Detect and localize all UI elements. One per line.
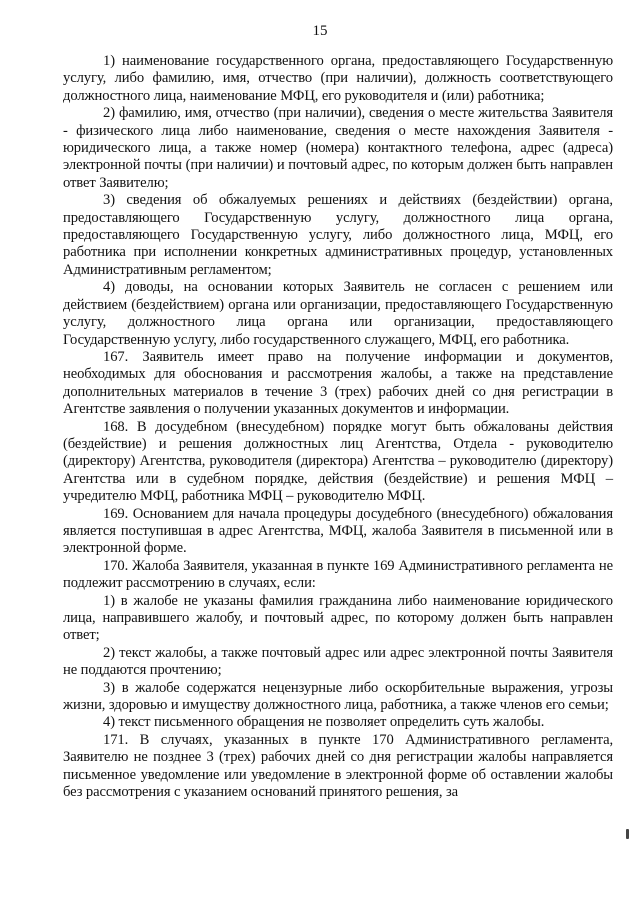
paragraph-170-item-2: 2) текст жалобы, а также почтовый адрес или адрес электронной почты Заявителя не поддаются прочтению; <box>63 644 613 679</box>
document-body <box>63 53 613 801</box>
paragraph-171: 171. В случаях, указанных в пункте 170 Административного регламента, Заявителю не позднее 3 (трех) рабочих дней со дня регистрации жалобы направляется письменное уведомление или уведомление в электронной форме об оставлении жалобы без рассмотрения с указанием оснований принятого решения, за <box>63 731 613 801</box>
paragraph-170-item-3: 3) в жалобе содержатся нецензурные либо оскорбительные выражения, угрозы жизни, здоровью и имуществу должностного лица, работника, а также членов его семьи; <box>63 679 613 714</box>
paragraph-item-4: 4) доводы, на основании которых Заявитель не согласен с решением или действием (бездействием) органа или организации, предоставляющего Государственную услугу, должностного лица органа или организации, предоставляющего Государственную услугу, либо государственного служащего, МФЦ, его работника. <box>63 279 613 348</box>
paragraph-170-item-4: 4) текст письменного обращения не позволяет определить суть жалобы. <box>103 714 545 731</box>
paragraph-item-2: 2) фамилию, имя, отчество (при наличии), сведения о месте жительства Заявителя - физического лица либо наименование, сведения о месте нахождения Заявителя - юридического лица, а также номер (номера) контактного телефона, адрес (адреса) электронной почты (при наличии) и почтовый адрес, по которым должен быть направлен ответ Заявителю; <box>63 105 613 191</box>
paragraph-167: 167. Заявитель имеет право на получение информации и документов, необходимых для обоснования и рассмотрения жалобы, а также на представление дополнительных материалов в течение 3 (трех) рабочих дней со дня регистрации в Агентстве заявления о получении указанных документов и информации. <box>63 348 613 418</box>
paragraph-170-item-1: 1) в жалобе не указаны фамилия гражданина либо наименование юридического лица, направившего жалобу, и почтовый адрес, по которому должен быть направлен ответ; <box>63 592 613 644</box>
paragraph-168: 168. В досудебном (внесудебном) порядке могут быть обжалованы действия (бездействие) и решения должностных лиц Агентства, Отдела - руководителю (директору) Агентства, руководителя (директора) Агентства – руководителю (директору) Агентства или в судебном порядке, действия (бездействие) и решения МФЦ – учредителю МФЦ, работника МФЦ – руководителю МФЦ. <box>63 418 613 505</box>
scan-speck <box>626 829 629 839</box>
page-number: 15 <box>312 23 328 39</box>
paragraph-item-1: 1) наименование государственного органа, предоставляющего Государственную услугу, либо фамилию, имя, отчество (при наличии), должность соответствующего должностного лица, наименование МФЦ, его руководителя и (или) работника; <box>63 53 613 104</box>
paragraph-170: 170. Жалоба Заявителя, указанная в пункте 169 Административного регламента не подлежит рассмотрению в случаях, если: <box>63 557 613 592</box>
paragraph-item-3: 3) сведения об обжалуемых решениях и действиях (бездействии) органа, предоставляющего Государственную услугу, должностного лица органа, предоставляющего Государственную услугу, либо должностного лица, МФЦ, его работника при исполнении конкретных административных процедур, установленных Административным регламентом; <box>63 192 613 278</box>
paragraph-169: 169. Основанием для начала процедуры досудебного (внесудебного) обжалования является поступившая в адрес Агентства, МФЦ, жалоба Заявителя в письменной или в электронной форме. <box>63 505 613 557</box>
